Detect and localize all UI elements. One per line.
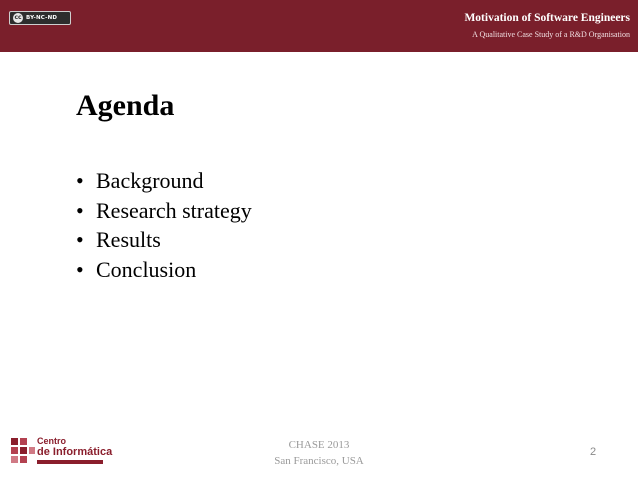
- centro-de-informatica-logo: [10, 434, 113, 468]
- agenda-item-research-strategy: [76, 196, 252, 226]
- bullet-icon: •: [76, 227, 84, 252]
- presentation-title: Motivation of Software Engineers: [464, 12, 630, 24]
- page-number: 2: [590, 446, 597, 458]
- agenda-item-results: [76, 225, 252, 255]
- agenda-list: [76, 166, 252, 284]
- agenda-item-background: [76, 166, 252, 196]
- creative-commons-badge[interactable]: [9, 11, 71, 25]
- agenda-item-label: Background: [96, 168, 204, 193]
- logo-text-informatica: de Informática: [37, 446, 113, 458]
- centro-de-informatica-logo-icon: [10, 436, 36, 464]
- creative-commons-icon: cc: [14, 14, 22, 21]
- footer-location: San Francisco, USA: [274, 455, 364, 467]
- slide-title: Agenda: [76, 89, 175, 122]
- header-bar: [0, 0, 638, 52]
- logo-stripe: [37, 460, 103, 464]
- agenda-item-label: Research strategy: [96, 197, 252, 223]
- bullet-icon: •: [76, 197, 84, 223]
- bullet-icon: •: [76, 256, 84, 282]
- license-text: BY-NC-ND: [26, 15, 58, 21]
- logo-text-centro: Centro: [37, 436, 66, 446]
- bullet-icon: •: [76, 168, 84, 193]
- agenda-item-label: Conclusion: [96, 256, 197, 282]
- agenda-item-label: Results: [96, 227, 161, 252]
- footer-event: CHASE 2013: [288, 439, 350, 451]
- presentation-subtitle: A Qualitative Case Study of a R&D Organisation: [472, 30, 630, 39]
- agenda-item-conclusion: [76, 255, 252, 285]
- footer-event-info: [240, 437, 398, 469]
